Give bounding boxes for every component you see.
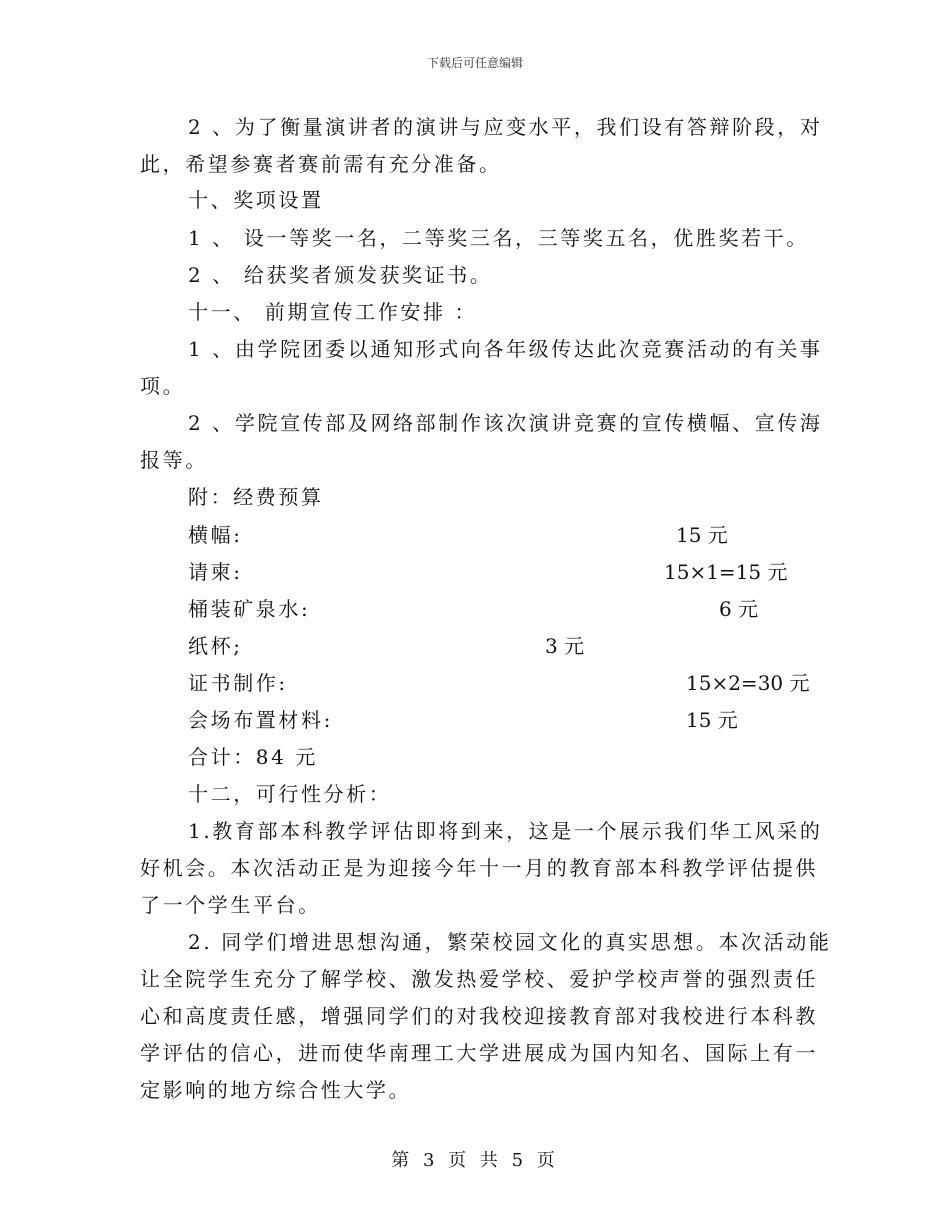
paragraph-line: 1.教育部本科教学评估即将到来，这是一个展示我们华工风采的 <box>188 819 823 843</box>
paragraph-line: 1 、 设一等奖一名，二等奖三名，三等奖五名，优胜奖若干。 <box>188 226 809 250</box>
paragraph-line: 报等。 <box>140 448 208 472</box>
budget-item-label: 请柬: <box>188 560 243 584</box>
paragraph-line: 2 、为了衡量演讲者的演讲与应变水平，我们设有答辩阶段，对 <box>188 115 823 139</box>
budget-item-label: 桶装矿泉水: <box>188 597 311 621</box>
budget-item-amount: 6 元 <box>719 597 759 621</box>
paragraph-line: 2. 同学们增进思想沟通，繁荣校园文化的真实思想。本次活动能 <box>188 930 832 954</box>
section-heading-publicity: 十一、 前期宣传工作安排 ： <box>188 300 478 324</box>
paragraph-line: 2 、学院宣传部及网络部制作该次演讲竞赛的宣传横幅、宣传海 <box>188 411 823 435</box>
budget-item-label: 纸杯; <box>188 634 243 658</box>
budget-item-amount: 15×2=30 元 <box>686 671 810 695</box>
budget-item-label: 会场布置材料: <box>188 708 333 732</box>
budget-item-amount: 3 元 <box>545 634 585 658</box>
budget-item-label: 证书制作: <box>188 671 288 695</box>
page-header-note: 下载后可任意编辑 <box>426 56 523 70</box>
budget-item-amount: 15 元 <box>676 523 728 547</box>
budget-item-label: 横幅: <box>188 523 243 547</box>
budget-total: 合计：84 元 <box>188 745 319 769</box>
paragraph-line: 好机会。本次活动正是为迎接今年十一月的教育部本科教学评估提供 <box>140 856 818 880</box>
paragraph-line: 了一个学生平台。 <box>140 893 321 917</box>
paragraph-line: 学评估的信心，进而使华南理工大学进展成为国内知名、国际上有一 <box>140 1041 818 1065</box>
paragraph-line: 此，希望参赛者赛前需有充分准备。 <box>140 152 502 176</box>
paragraph-line: 项。 <box>140 374 186 398</box>
paragraph-line: 让全院学生充分了解学校、激发热爱学校、爱护学校声誉的强烈责任 <box>140 967 818 991</box>
section-heading-feasibility: 十二，可行性分析： <box>188 782 392 806</box>
paragraph-line: 定影响的地方综合性大学。 <box>140 1078 412 1102</box>
budget-item-amount: 15 元 <box>686 708 738 732</box>
paragraph-line: 2 、 给获奖者颁发获奖证书。 <box>188 263 493 287</box>
budget-item-amount: 15×1=15 元 <box>664 560 788 584</box>
section-heading-awards: 十、奖项设置 <box>188 188 324 212</box>
page-number: 第 3 页 共 5 页 <box>391 1150 559 1171</box>
paragraph-line: 1 、由学院团委以通知形式向各年级传达此次竞赛活动的有关事 <box>188 337 823 361</box>
paragraph-line: 心和高度责任感，增强同学们的对我校迎接教育部对我校进行本科教 <box>140 1004 818 1028</box>
budget-heading: 附：经费预算 <box>188 485 324 509</box>
